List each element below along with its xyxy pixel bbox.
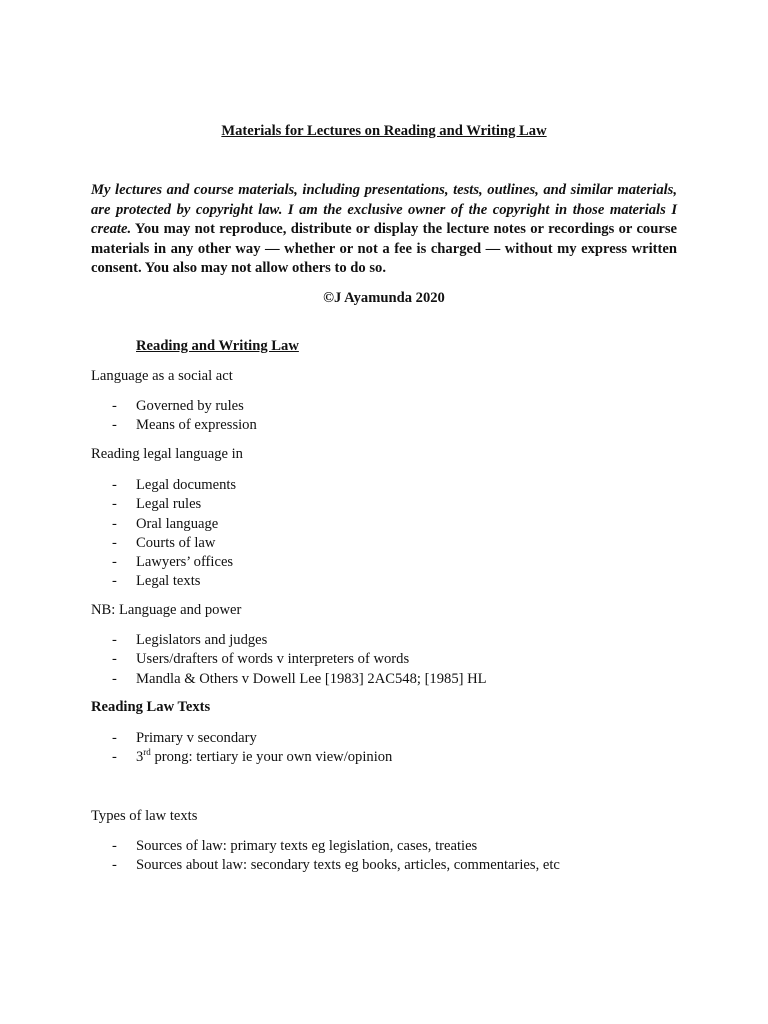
list-item-text: Mandla & Others v Dowell Lee [1983] 2AC548; [1985] HL <box>136 670 487 687</box>
reading-legal-language-list <box>91 476 236 592</box>
list-item-text: Legal texts <box>136 573 201 590</box>
dash-bullet: - <box>112 496 117 513</box>
third-prong-number: 3 <box>136 749 144 766</box>
list-item-text: Sources about law: secondary texts eg books, articles, commentaries, etc <box>136 857 560 874</box>
document-title: Materials for Lectures on Reading and Writing Law <box>221 123 547 139</box>
reading-law-texts-heading: Reading Law Texts <box>91 699 211 715</box>
list-item <box>91 416 257 435</box>
dash-bullet: - <box>112 730 117 746</box>
list-item <box>91 631 487 650</box>
dash-bullet: - <box>112 477 117 493</box>
dash-bullet: - <box>112 857 117 874</box>
dash-bullet: - <box>112 573 117 590</box>
dash-bullet: - <box>112 554 117 571</box>
list-item-text: Sources of law: primary texts eg legislation, cases, treaties <box>136 838 478 854</box>
list-item-text: Governed by rules <box>136 398 244 414</box>
list-item-text: Legal rules <box>136 496 202 513</box>
list-item-text: Primary v secondary <box>136 730 257 746</box>
list-item-text: Users/drafters of words v interpreters of words <box>136 651 410 668</box>
dash-bullet: - <box>112 838 117 854</box>
dash-bullet: - <box>112 515 117 532</box>
list-item <box>91 856 560 875</box>
list-item <box>91 837 560 856</box>
list-item <box>91 534 236 553</box>
dash-bullet: - <box>112 749 117 766</box>
list-item <box>91 650 487 669</box>
dash-bullet: - <box>112 670 117 687</box>
copyright-notice-plain: You may not reproduce, distribute or display the lecture notes or recordings or course materials in any other way — whether or not a fee is charged — without my express written consent. You also may not allow others to do so. <box>91 221 677 277</box>
types-of-law-texts-list <box>91 837 560 876</box>
list-item-text: Oral language <box>136 515 219 532</box>
list-item <box>91 397 257 416</box>
list-item <box>91 748 392 767</box>
list-item-text: Legal documents <box>136 477 237 493</box>
list-item-text: Legislators and judges <box>136 632 268 648</box>
list-item <box>91 572 236 591</box>
language-and-power-heading: NB: Language and power <box>91 602 242 618</box>
dash-bullet: - <box>112 534 117 551</box>
types-of-law-texts-heading: Types of law texts <box>91 808 198 824</box>
copyright-line: ©J Ayamunda 2020 <box>323 290 445 306</box>
copyright-notice-italic: My lectures and course materials, including presentations, tests, outlines, and similar materials, are protected by copyright law. I am the exclusive owner of the copyright in those materials I create. <box>91 182 677 238</box>
list-item <box>91 729 392 748</box>
language-social-act-list <box>91 397 257 436</box>
list-item-text: Courts of law <box>136 534 216 551</box>
third-prong-suffix: rd <box>143 747 151 758</box>
language-social-act-heading: Language as a social act <box>91 368 233 384</box>
dash-bullet: - <box>112 651 117 668</box>
dash-bullet: - <box>112 417 117 434</box>
dash-bullet: - <box>112 398 117 414</box>
reading-law-texts-list <box>91 729 392 768</box>
language-and-power-list <box>91 631 487 689</box>
section-heading: Reading and Writing Law <box>136 338 299 354</box>
third-prong-text: prong: tertiary ie your own view/opinion <box>150 749 393 766</box>
dash-bullet: - <box>112 632 117 648</box>
list-item <box>91 670 487 689</box>
list-item <box>91 515 236 534</box>
list-item <box>91 495 236 514</box>
list-item <box>91 476 236 495</box>
reading-legal-language-heading: Reading legal language in <box>91 446 243 462</box>
list-item <box>91 553 236 572</box>
list-item-text: Means of expression <box>136 417 257 434</box>
list-item-text: Lawyers’ offices <box>136 554 234 571</box>
copyright-notice <box>91 181 677 279</box>
